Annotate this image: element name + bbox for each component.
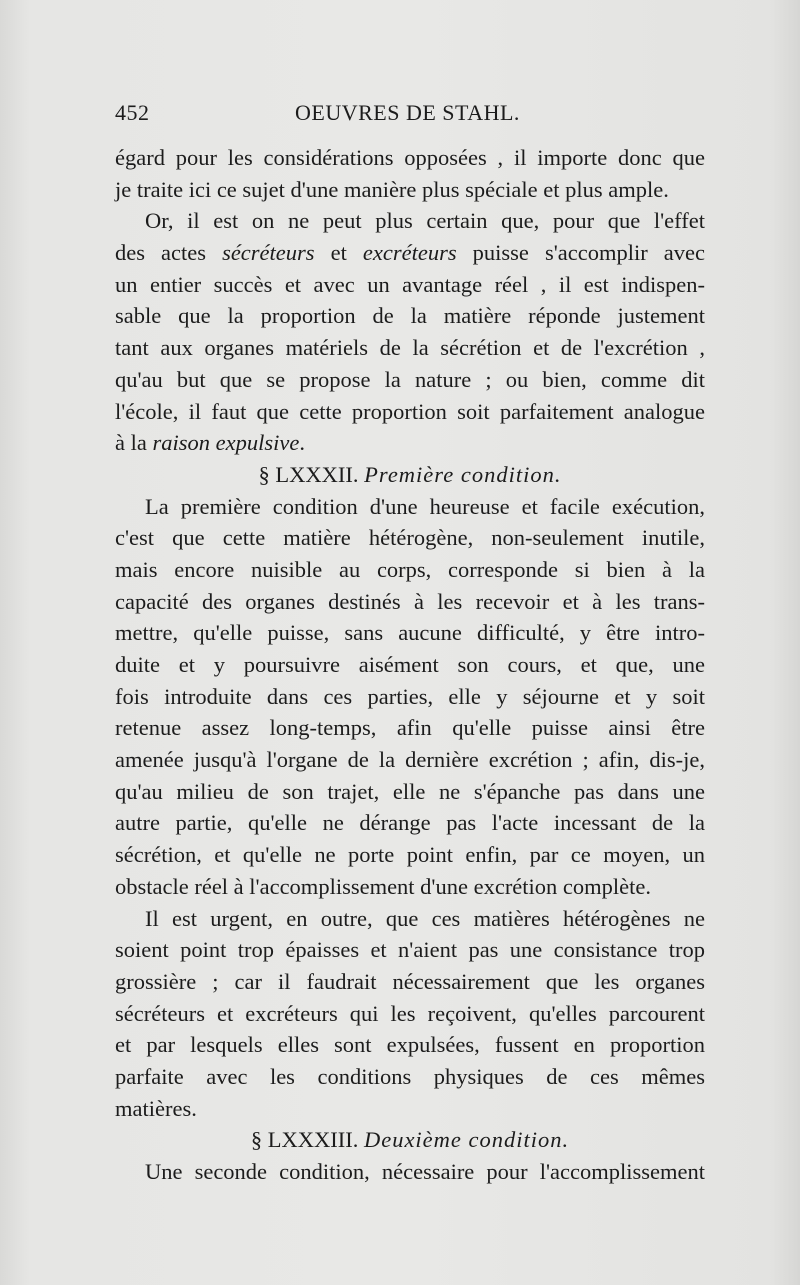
page-header [115,100,705,136]
text-line [115,427,705,459]
page-number: 452 [115,100,150,125]
text-line: obstacle réel à l'accomplissement d'une excrétion complète. [115,873,652,899]
section-heading-83 [115,1124,705,1156]
text-line: grossière ; car il faudrait nécessairement que les organes [115,968,705,994]
text-line: tant aux organes matériels de la sécrétion et de l'excrétion , [115,335,705,361]
text-line: sable que la proportion de la matière réponde justement [115,303,705,329]
section-heading-82 [115,459,705,491]
text-line: c'est que cette matière hétérogène, non-seulement inutile, [115,525,705,551]
text-line: Une seconde condition, nécessaire pour l'accomplissement [145,1159,705,1184]
text-line: sécrétion, et qu'elle ne porte point enfin, par ce moyen, un [115,842,705,868]
text-line: Il est urgent, en outre, que ces matières hétérogènes ne [145,905,705,931]
text-line: je traite ici ce sujet d'une manière plus spéciale et plus ample. [115,176,669,202]
text-line: égard pour les considérations opposées , il importe donc que [115,145,705,170]
text-line: duite et y poursuivre aisément son cours, et que, une [115,652,705,677]
section-number: § LXXXIII. [250,1127,359,1153]
text-line: un entier succès et avec un avantage réel , il est indispen- [115,271,705,297]
text-run: à la [115,430,153,456]
text-line: fois introduite dans ces parties, elle y séjourne et y soit [115,683,705,709]
paragraph-2 [115,205,705,459]
text-line: parfaite avec les conditions physiques de ces mêmes [115,1063,705,1089]
text-line: La première condition d'une heureuse et facile exécution, [145,493,705,519]
body-text [115,142,705,1188]
text-line: et par lesquels elles sont expulsées, fussent en proportion [115,1032,705,1058]
text-line: capacité des organes destinés à les recevoir et à les trans- [115,588,705,614]
section-number: § LXXXII. [258,461,359,487]
text-run: des actes [115,240,223,266]
paragraph-1 [115,142,705,205]
section-title: Deuxième condition. [363,1127,570,1153]
text-run: et [314,240,363,266]
text-line: l'école, il faut que cette proportion soit parfaitement analogue [115,398,705,424]
italic-term: raison expulsive [152,430,300,456]
paragraph-5 [115,1156,705,1188]
italic-term: excréteurs [362,240,457,266]
text-line [115,237,705,269]
running-title: OEUVRES DE STAHL. [295,100,520,125]
italic-term: sécréteurs [222,240,315,266]
text-line: retenue assez long-temps, afin qu'elle puisse ainsi être [115,715,705,741]
paragraph-3 [115,491,705,903]
text-run: puisse s'accomplir avec [456,240,705,266]
text-line: mais encore nuisible au corps, corresponde si bien à la [115,556,705,582]
text-line: amenée jusqu'à l'organe de la dernière excrétion ; afin, dis-je, [115,747,705,773]
text-line: autre partie, qu'elle ne dérange pas l'acte incessant de la [115,810,705,836]
section-title: Première condition. [364,461,562,487]
text-line: qu'au milieu de son trajet, elle ne s'épanche pas dans une [115,778,705,804]
text-line: qu'au but que se propose la nature ; ou bien, comme dit [115,366,705,392]
text-line: Or, il est on ne peut plus certain que, pour que l'effet [145,208,705,234]
text-line: soient point trop épaisses et n'aient pas une consistance trop [115,937,705,963]
text-line: matières. [115,1095,197,1121]
text-run: . [299,430,305,456]
paragraph-4 [115,903,705,1125]
text-line: sécréteurs et excréteurs qui les reçoivent, qu'elles parcourent [115,1000,705,1026]
text-line: mettre, qu'elle puisse, sans aucune difficulté, y être intro- [115,620,705,646]
